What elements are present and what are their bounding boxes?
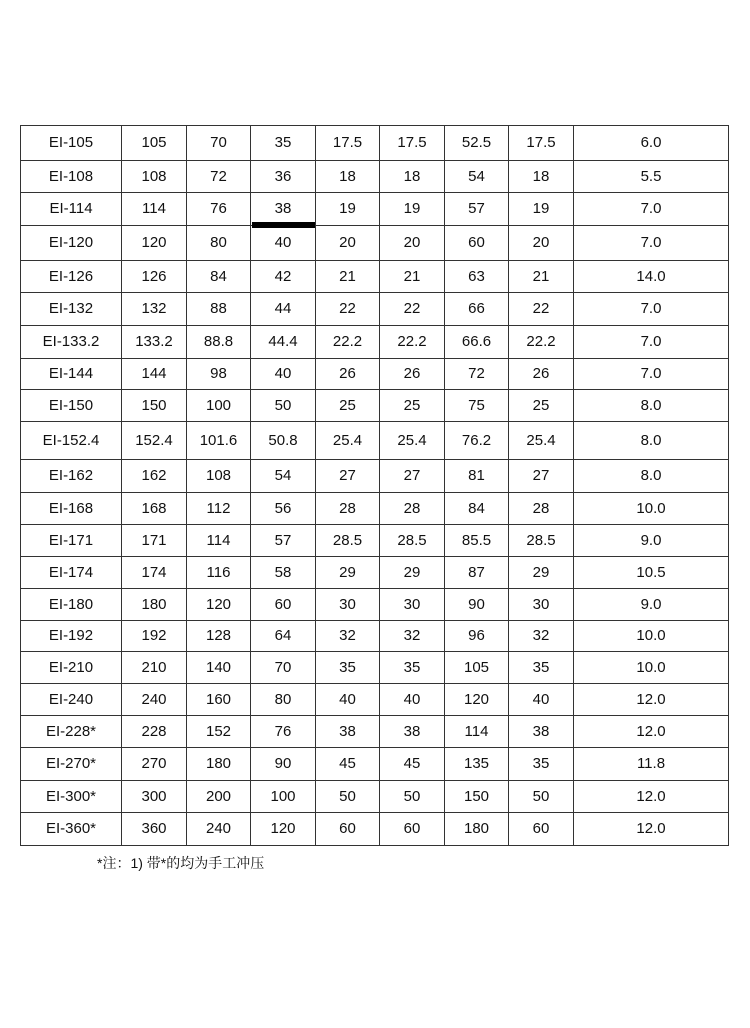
value-cell: 76.2 bbox=[445, 422, 509, 460]
value-cell: 100 bbox=[251, 781, 316, 813]
value-cell: 27 bbox=[509, 460, 574, 493]
value-cell: 28.5 bbox=[316, 525, 380, 557]
value-cell: 40 bbox=[251, 226, 316, 261]
value-cell: 84 bbox=[445, 493, 509, 525]
value-cell: 30 bbox=[380, 589, 445, 621]
value-cell: 108 bbox=[122, 161, 187, 193]
table-row bbox=[21, 557, 729, 589]
value-cell: 63 bbox=[445, 261, 509, 293]
value-cell: 21 bbox=[509, 261, 574, 293]
table-row bbox=[21, 493, 729, 525]
value-cell: 7.0 bbox=[574, 359, 729, 390]
value-cell: 54 bbox=[251, 460, 316, 493]
value-cell: 18 bbox=[316, 161, 380, 193]
value-cell: 29 bbox=[509, 557, 574, 589]
value-cell: 12.0 bbox=[574, 684, 729, 716]
value-cell: 42 bbox=[251, 261, 316, 293]
model-cell: EI-162 bbox=[21, 460, 122, 493]
value-cell: 32 bbox=[509, 621, 574, 652]
value-cell: 105 bbox=[122, 126, 187, 161]
value-cell: 12.0 bbox=[574, 716, 729, 748]
value-cell: 56 bbox=[251, 493, 316, 525]
value-cell: 28.5 bbox=[380, 525, 445, 557]
value-cell: 360 bbox=[122, 813, 187, 846]
table-row bbox=[21, 293, 729, 326]
value-cell: 72 bbox=[187, 161, 251, 193]
value-cell: 25 bbox=[509, 390, 574, 422]
value-cell: 18 bbox=[509, 161, 574, 193]
value-cell: 45 bbox=[316, 748, 380, 781]
value-cell: 96 bbox=[445, 621, 509, 652]
value-cell: 112 bbox=[187, 493, 251, 525]
value-cell: 150 bbox=[445, 781, 509, 813]
value-cell: 81 bbox=[445, 460, 509, 493]
value-cell: 60 bbox=[251, 589, 316, 621]
value-cell: 45 bbox=[380, 748, 445, 781]
value-cell: 35 bbox=[509, 748, 574, 781]
value-cell: 36 bbox=[251, 161, 316, 193]
value-cell: 180 bbox=[187, 748, 251, 781]
value-cell: 100 bbox=[187, 390, 251, 422]
value-cell: 50 bbox=[316, 781, 380, 813]
value-cell: 22 bbox=[380, 293, 445, 326]
value-cell: 84 bbox=[187, 261, 251, 293]
value-cell: 90 bbox=[251, 748, 316, 781]
value-cell: 50 bbox=[251, 390, 316, 422]
value-cell: 26 bbox=[509, 359, 574, 390]
value-cell: 12.0 bbox=[574, 813, 729, 846]
footnote: *注：1) 带*的均为手工冲压 bbox=[97, 855, 265, 871]
value-cell: 128 bbox=[187, 621, 251, 652]
model-cell: EI-180 bbox=[21, 589, 122, 621]
value-cell: 17.5 bbox=[316, 126, 380, 161]
value-cell: 28 bbox=[380, 493, 445, 525]
model-cell: EI-210 bbox=[21, 652, 122, 684]
value-cell: 192 bbox=[122, 621, 187, 652]
value-cell: 22.2 bbox=[380, 326, 445, 359]
model-cell: EI-171 bbox=[21, 525, 122, 557]
value-cell: 240 bbox=[187, 813, 251, 846]
value-cell: 200 bbox=[187, 781, 251, 813]
value-cell: 80 bbox=[251, 684, 316, 716]
value-cell: 114 bbox=[122, 193, 187, 226]
value-cell: 66.6 bbox=[445, 326, 509, 359]
value-cell: 132 bbox=[122, 293, 187, 326]
value-cell: 10.0 bbox=[574, 493, 729, 525]
value-cell: 114 bbox=[445, 716, 509, 748]
table-row bbox=[21, 126, 729, 161]
value-cell: 60 bbox=[509, 813, 574, 846]
value-cell: 10.5 bbox=[574, 557, 729, 589]
value-cell: 21 bbox=[380, 261, 445, 293]
value-cell: 6.0 bbox=[574, 126, 729, 161]
table-row bbox=[21, 684, 729, 716]
value-cell: 180 bbox=[122, 589, 187, 621]
model-cell: EI-133.2 bbox=[21, 326, 122, 359]
model-cell: EI-126 bbox=[21, 261, 122, 293]
value-cell: 98 bbox=[187, 359, 251, 390]
value-cell: 29 bbox=[316, 557, 380, 589]
value-cell: 7.0 bbox=[574, 226, 729, 261]
value-cell: 150 bbox=[122, 390, 187, 422]
value-cell: 18 bbox=[380, 161, 445, 193]
table-row bbox=[21, 261, 729, 293]
value-cell: 22 bbox=[316, 293, 380, 326]
model-cell: EI-144 bbox=[21, 359, 122, 390]
value-cell: 27 bbox=[316, 460, 380, 493]
value-cell: 8.0 bbox=[574, 422, 729, 460]
value-cell: 57 bbox=[251, 525, 316, 557]
model-cell: EI-120 bbox=[21, 226, 122, 261]
value-cell: 21 bbox=[316, 261, 380, 293]
value-cell: 88 bbox=[187, 293, 251, 326]
value-cell: 19 bbox=[380, 193, 445, 226]
value-cell: 75 bbox=[445, 390, 509, 422]
value-cell: 11.8 bbox=[574, 748, 729, 781]
value-cell: 114 bbox=[187, 525, 251, 557]
value-cell: 12.0 bbox=[574, 781, 729, 813]
value-cell: 8.0 bbox=[574, 390, 729, 422]
value-cell: 52.5 bbox=[445, 126, 509, 161]
value-cell: 26 bbox=[380, 359, 445, 390]
value-cell: 228 bbox=[122, 716, 187, 748]
value-cell: 120 bbox=[445, 684, 509, 716]
value-cell: 30 bbox=[316, 589, 380, 621]
value-cell: 76 bbox=[251, 716, 316, 748]
value-cell: 57 bbox=[445, 193, 509, 226]
model-cell: EI-108 bbox=[21, 161, 122, 193]
table-row bbox=[21, 359, 729, 390]
value-cell: 5.5 bbox=[574, 161, 729, 193]
model-cell: EI-228* bbox=[21, 716, 122, 748]
value-cell: 32 bbox=[380, 621, 445, 652]
model-cell: EI-132 bbox=[21, 293, 122, 326]
value-cell: 171 bbox=[122, 525, 187, 557]
table-row bbox=[21, 161, 729, 193]
value-cell: 9.0 bbox=[574, 525, 729, 557]
thick-divider-mark bbox=[252, 222, 315, 228]
model-cell: EI-300* bbox=[21, 781, 122, 813]
value-cell: 180 bbox=[445, 813, 509, 846]
value-cell: 64 bbox=[251, 621, 316, 652]
model-cell: EI-150 bbox=[21, 390, 122, 422]
value-cell: 20 bbox=[380, 226, 445, 261]
value-cell: 35 bbox=[380, 652, 445, 684]
value-cell: 300 bbox=[122, 781, 187, 813]
value-cell: 120 bbox=[251, 813, 316, 846]
value-cell: 126 bbox=[122, 261, 187, 293]
value-cell: 50.8 bbox=[251, 422, 316, 460]
value-cell: 50 bbox=[509, 781, 574, 813]
table-row bbox=[21, 748, 729, 781]
value-cell: 140 bbox=[187, 652, 251, 684]
value-cell: 25 bbox=[380, 390, 445, 422]
value-cell: 28 bbox=[509, 493, 574, 525]
value-cell: 58 bbox=[251, 557, 316, 589]
value-cell: 40 bbox=[380, 684, 445, 716]
value-cell: 105 bbox=[445, 652, 509, 684]
value-cell: 25 bbox=[316, 390, 380, 422]
value-cell: 108 bbox=[187, 460, 251, 493]
value-cell: 28 bbox=[316, 493, 380, 525]
value-cell: 19 bbox=[509, 193, 574, 226]
value-cell: 70 bbox=[187, 126, 251, 161]
value-cell: 133.2 bbox=[122, 326, 187, 359]
value-cell: 38 bbox=[251, 193, 316, 226]
value-cell: 144 bbox=[122, 359, 187, 390]
value-cell: 72 bbox=[445, 359, 509, 390]
value-cell: 101.6 bbox=[187, 422, 251, 460]
value-cell: 28.5 bbox=[509, 525, 574, 557]
value-cell: 29 bbox=[380, 557, 445, 589]
table-row bbox=[21, 621, 729, 652]
value-cell: 38 bbox=[509, 716, 574, 748]
value-cell: 210 bbox=[122, 652, 187, 684]
value-cell: 25.4 bbox=[316, 422, 380, 460]
value-cell: 35 bbox=[251, 126, 316, 161]
table-row bbox=[21, 781, 729, 813]
value-cell: 270 bbox=[122, 748, 187, 781]
table-row bbox=[21, 525, 729, 557]
value-cell: 168 bbox=[122, 493, 187, 525]
value-cell: 25.4 bbox=[380, 422, 445, 460]
value-cell: 17.5 bbox=[509, 126, 574, 161]
table-body bbox=[21, 126, 729, 846]
model-cell: EI-240 bbox=[21, 684, 122, 716]
value-cell: 152 bbox=[187, 716, 251, 748]
value-cell: 35 bbox=[509, 652, 574, 684]
value-cell: 10.0 bbox=[574, 621, 729, 652]
value-cell: 70 bbox=[251, 652, 316, 684]
value-cell: 8.0 bbox=[574, 460, 729, 493]
value-cell: 60 bbox=[316, 813, 380, 846]
value-cell: 22.2 bbox=[316, 326, 380, 359]
model-cell: EI-360* bbox=[21, 813, 122, 846]
value-cell: 66 bbox=[445, 293, 509, 326]
value-cell: 162 bbox=[122, 460, 187, 493]
table-row bbox=[21, 460, 729, 493]
value-cell: 44.4 bbox=[251, 326, 316, 359]
value-cell: 25.4 bbox=[509, 422, 574, 460]
value-cell: 38 bbox=[316, 716, 380, 748]
value-cell: 152.4 bbox=[122, 422, 187, 460]
value-cell: 20 bbox=[509, 226, 574, 261]
model-cell: EI-105 bbox=[21, 126, 122, 161]
value-cell: 240 bbox=[122, 684, 187, 716]
value-cell: 7.0 bbox=[574, 326, 729, 359]
value-cell: 44 bbox=[251, 293, 316, 326]
value-cell: 160 bbox=[187, 684, 251, 716]
value-cell: 120 bbox=[122, 226, 187, 261]
value-cell: 60 bbox=[380, 813, 445, 846]
value-cell: 20 bbox=[316, 226, 380, 261]
value-cell: 22.2 bbox=[509, 326, 574, 359]
value-cell: 116 bbox=[187, 557, 251, 589]
value-cell: 30 bbox=[509, 589, 574, 621]
value-cell: 120 bbox=[187, 589, 251, 621]
model-cell: EI-270* bbox=[21, 748, 122, 781]
table-row bbox=[21, 589, 729, 621]
value-cell: 76 bbox=[187, 193, 251, 226]
model-cell: EI-114 bbox=[21, 193, 122, 226]
value-cell: 27 bbox=[380, 460, 445, 493]
spec-table bbox=[20, 125, 729, 846]
value-cell: 85.5 bbox=[445, 525, 509, 557]
value-cell: 50 bbox=[380, 781, 445, 813]
value-cell: 90 bbox=[445, 589, 509, 621]
value-cell: 32 bbox=[316, 621, 380, 652]
table-row bbox=[21, 716, 729, 748]
value-cell: 9.0 bbox=[574, 589, 729, 621]
model-cell: EI-152.4 bbox=[21, 422, 122, 460]
value-cell: 10.0 bbox=[574, 652, 729, 684]
table-row bbox=[21, 422, 729, 460]
value-cell: 40 bbox=[509, 684, 574, 716]
table-row bbox=[21, 193, 729, 226]
table-row bbox=[21, 390, 729, 422]
value-cell: 135 bbox=[445, 748, 509, 781]
value-cell: 88.8 bbox=[187, 326, 251, 359]
model-cell: EI-192 bbox=[21, 621, 122, 652]
value-cell: 7.0 bbox=[574, 293, 729, 326]
value-cell: 35 bbox=[316, 652, 380, 684]
value-cell: 19 bbox=[316, 193, 380, 226]
value-cell: 80 bbox=[187, 226, 251, 261]
value-cell: 54 bbox=[445, 161, 509, 193]
value-cell: 22 bbox=[509, 293, 574, 326]
value-cell: 60 bbox=[445, 226, 509, 261]
value-cell: 38 bbox=[380, 716, 445, 748]
value-cell: 174 bbox=[122, 557, 187, 589]
table-row bbox=[21, 326, 729, 359]
table-row bbox=[21, 813, 729, 846]
value-cell: 40 bbox=[316, 684, 380, 716]
value-cell: 17.5 bbox=[380, 126, 445, 161]
value-cell: 87 bbox=[445, 557, 509, 589]
value-cell: 26 bbox=[316, 359, 380, 390]
model-cell: EI-168 bbox=[21, 493, 122, 525]
value-cell: 7.0 bbox=[574, 193, 729, 226]
table-row bbox=[21, 652, 729, 684]
value-cell: 40 bbox=[251, 359, 316, 390]
table-row bbox=[21, 226, 729, 261]
value-cell: 14.0 bbox=[574, 261, 729, 293]
model-cell: EI-174 bbox=[21, 557, 122, 589]
